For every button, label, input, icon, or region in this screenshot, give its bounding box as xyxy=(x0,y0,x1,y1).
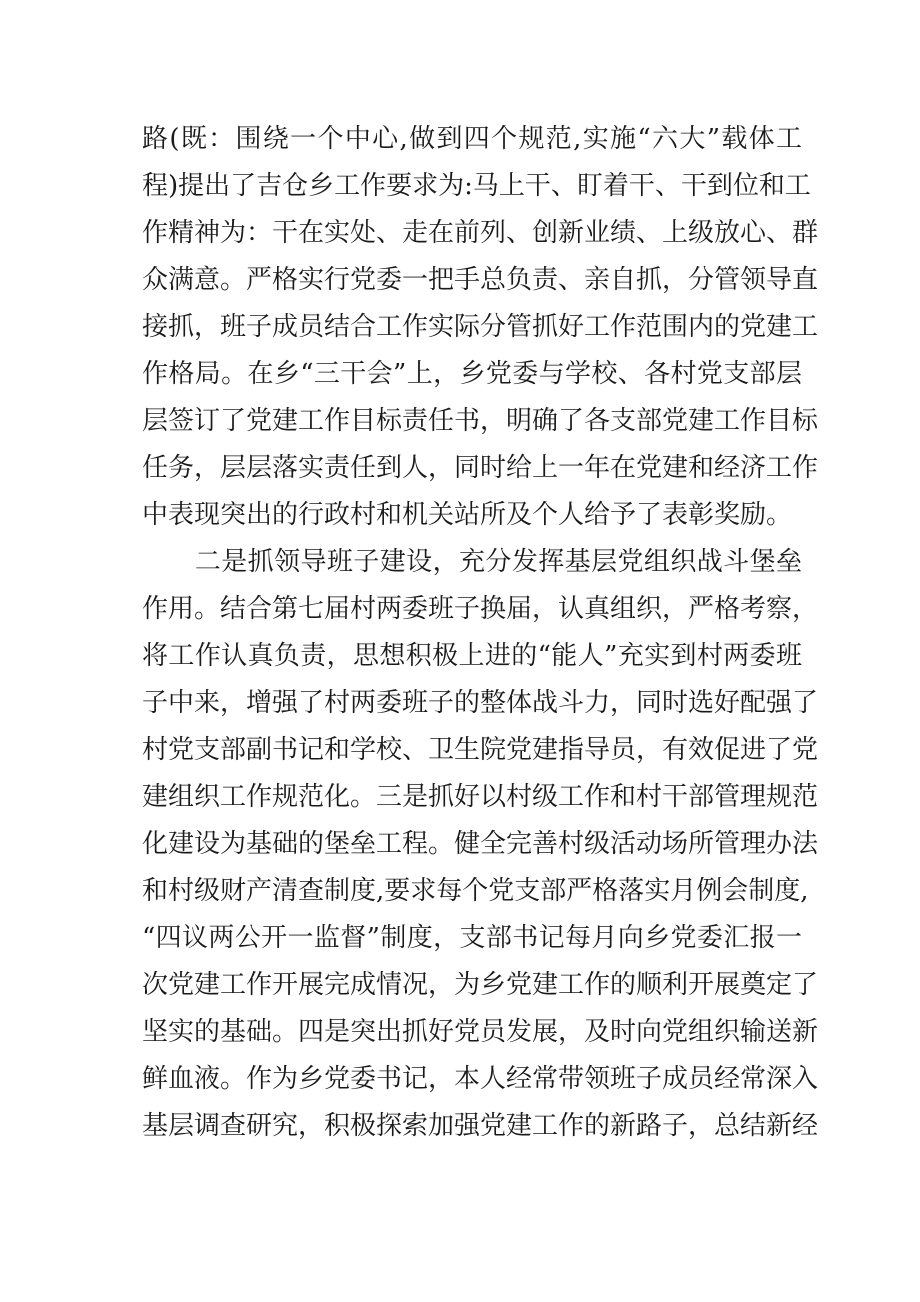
text-line: 程)提出了吉仓乡工作要求为:马上干、盯着干、干到位和工 xyxy=(142,171,811,201)
text-line: 坚实的基础。四是突出抓好党员发展，及时向党组织输送新 xyxy=(142,1017,819,1047)
text-line: 基层调查研究，积极探索加强党建工作的新路子，总结新经 xyxy=(142,1111,819,1141)
text-line: 村党支部副书记和学校、卫生院党建指导员，有效促进了党 xyxy=(142,735,819,765)
text-line: 将工作认真负责，思想积极上进的“能人”充实到村两委班 xyxy=(142,641,802,671)
text-line: 作用。结合第七届村两委班子换届，认真组织，严格考察， xyxy=(142,594,819,624)
document-body xyxy=(142,116,819,1150)
text-line: 作格局。在乡“三干会”上，乡党委与学校、各村党支部层 xyxy=(142,359,802,389)
text-line: 鲜血液。作为乡党委书记，本人经常带领班子成员经常深入 xyxy=(142,1064,819,1094)
text-line: 任务，层层落实责任到人，同时给上一年在党建和经济工作 xyxy=(142,453,819,483)
text-line: 次党建工作开展完成情况，为乡党建工作的顺利开展奠定了 xyxy=(142,970,819,1000)
text-line: 作精神为：干在实处、走在前列、创新业绩、上级放心、群 xyxy=(142,218,819,248)
text-line: 众满意。严格实行党委一把手总负责、亲自抓，分管领导直 xyxy=(142,265,819,295)
text-line: 二是抓领导班子建设，充分发挥基层党组织战斗堡垒 xyxy=(142,547,802,577)
text-line: 子中来，增强了村两委班子的整体战斗力，同时选好配强了 xyxy=(142,688,819,718)
text-line: 建组织工作规范化。三是抓好以村级工作和村干部管理规范 xyxy=(142,782,819,812)
text-line: 接抓，班子成员结合工作实际分管抓好工作范围内的党建工 xyxy=(142,312,819,342)
text-line: 中表现突出的行政村和机关站所及个人给予了表彰奖励。 xyxy=(142,500,793,530)
text-line: 化建设为基础的堡垒工程。健全完善村级活动场所管理办法 xyxy=(142,829,819,859)
text-line: 层签订了党建工作目标责任书，明确了各支部党建工作目标 xyxy=(142,406,819,436)
text-line: “四议两公开一监督”制度，支部书记每月向乡党委汇报一 xyxy=(142,923,802,953)
text-line: 和村级财产清查制度,要求每个党支部严格落实月例会制度, xyxy=(142,876,809,906)
text-line: 路(既：围绕一个中心,做到四个规范,实施“六大”载体工 xyxy=(142,124,802,154)
